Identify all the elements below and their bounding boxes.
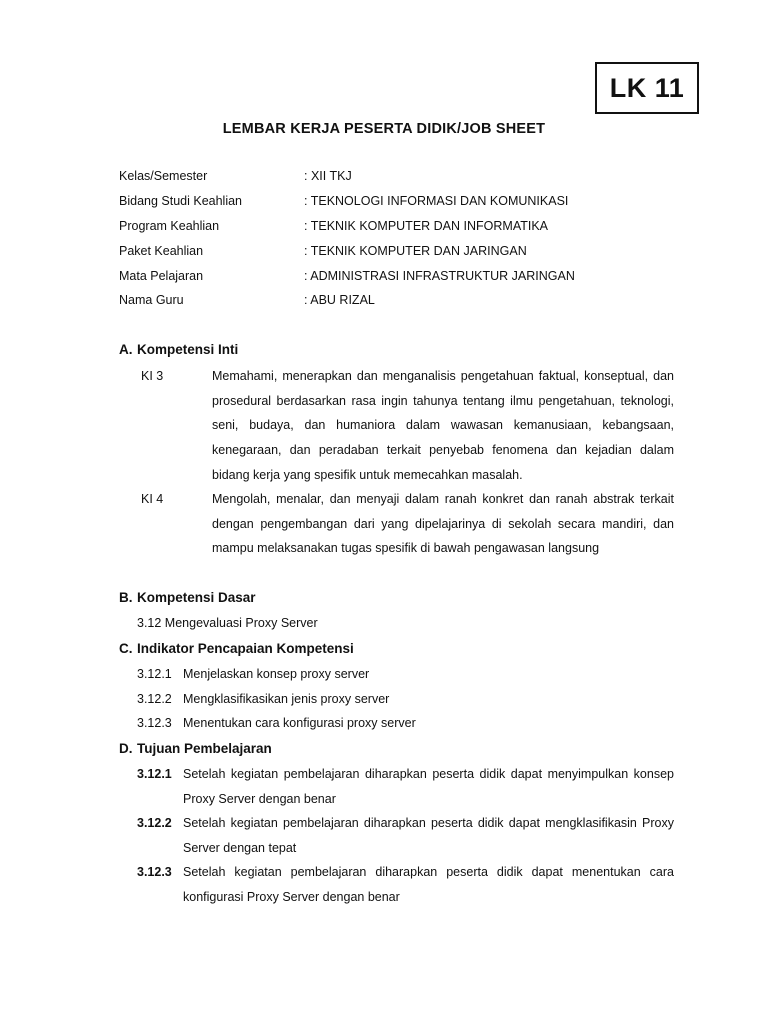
info-row-bidang: [119, 189, 575, 214]
info-value: : XII TKJ: [304, 169, 352, 184]
info-label: Mata Pelajaran: [119, 268, 204, 283]
info-row-paket: [119, 238, 575, 263]
indikator-code: 3.12.2: [137, 692, 172, 706]
info-value: : TEKNOLOGI INFORMASI DAN KOMUNIKASI: [304, 194, 569, 209]
section-letter: C.: [119, 641, 133, 656]
tujuan-code: 3.12.1: [137, 767, 172, 781]
ki-4-item: [141, 487, 674, 561]
ki-code: KI 3: [141, 369, 164, 383]
section-title: Indikator Pencapaian Kompetensi: [137, 641, 354, 656]
tujuan-code: 3.12.2: [137, 816, 172, 830]
info-row-kelas: [119, 164, 575, 189]
indikator-code: 3.12.3: [137, 716, 172, 730]
indikator-item: [137, 667, 369, 681]
section-b-heading: [119, 590, 256, 605]
tujuan-item: [137, 811, 674, 860]
info-row-program: [119, 214, 575, 239]
tujuan-text: Setelah kegiatan pembelajaran diharapkan peserta didik dapat menyimpulkan konsep Proxy Server dengan benar: [183, 767, 674, 806]
tujuan-text: Setelah kegiatan pembelajaran diharapkan peserta didik dapat mengklasifikasin Proxy Server dengan tepat: [183, 816, 674, 855]
section-c-heading: [119, 641, 354, 656]
info-label: Nama Guru: [119, 293, 184, 308]
info-value: : ABU RIZAL: [304, 293, 375, 308]
tujuan-code: 3.12.3: [137, 865, 172, 879]
ki-3-item: [141, 364, 674, 488]
info-value: : TEKNIK KOMPUTER DAN JARINGAN: [304, 243, 527, 258]
identity-table: [119, 164, 575, 313]
indikator-text: Menjelaskan konsep proxy server: [183, 667, 370, 681]
info-row-guru: [119, 288, 575, 313]
section-title: Kompetensi Dasar: [137, 590, 256, 605]
info-label: Kelas/Semester: [119, 169, 208, 184]
info-label: Paket Keahlian: [119, 243, 204, 258]
tujuan-item: [137, 762, 674, 811]
section-d-heading: [119, 741, 272, 756]
tujuan-item: [137, 860, 674, 909]
info-value: : TEKNIK KOMPUTER DAN INFORMATIKA: [304, 218, 549, 233]
info-value: : ADMINISTRASI INFRASTRUKTUR JARINGAN: [304, 268, 575, 283]
section-letter: B.: [119, 590, 133, 605]
ki-code: KI 4: [141, 492, 164, 506]
indikator-code: 3.12.1: [137, 667, 172, 681]
indikator-item: [137, 692, 389, 706]
info-row-mapel: [119, 263, 575, 288]
section-title: Kompetensi Inti: [137, 342, 239, 357]
kompetensi-dasar-item: 3.12 Mengevaluasi Proxy Server: [137, 616, 318, 630]
ki-text: Mengolah, menalar, dan menyaji dalam ranah konkret dan ranah abstrak terkait dengan pengembangan dari yang dipelajarinya di sekolah secara mandiri, dan mampu melaksanakan tugas spesifik di bawah pengawasan langsung: [212, 492, 674, 556]
indikator-item: [137, 716, 416, 730]
section-title: Tujuan Pembelajaran: [137, 741, 272, 756]
indikator-text: Mengklasifikasikan jenis proxy server: [183, 692, 390, 706]
lk-badge: LK 11: [595, 62, 699, 114]
section-letter: A.: [119, 342, 133, 357]
indikator-text: Menentukan cara konfigurasi proxy server: [183, 716, 416, 730]
section-letter: D.: [119, 741, 133, 756]
info-label: Program Keahlian: [119, 218, 220, 233]
ki-text: Memahami, menerapkan dan menganalisis pengetahuan faktual, konseptual, dan prosedural berdasarkan rasa ingin tahunya tentang ilmu pengetahuan, teknologi, seni, budaya, dan humaniora dalam wawasan kemanusiaan, kebangsaan, kenegaraan, dan peradaban terkait penyebab fenomena dan kejadian dalam bidang kerja yang spesifik untuk memecahkan masalah.: [212, 369, 674, 482]
section-a-heading: [119, 342, 238, 357]
tujuan-text: Setelah kegiatan pembelajaran diharapkan peserta didik dapat menentukan cara konfigurasi Proxy Server dengan benar: [183, 865, 674, 904]
page-title: LEMBAR KERJA PESERTA DIDIK/JOB SHEET: [222, 121, 546, 137]
info-label: Bidang Studi Keahlian: [119, 194, 243, 209]
